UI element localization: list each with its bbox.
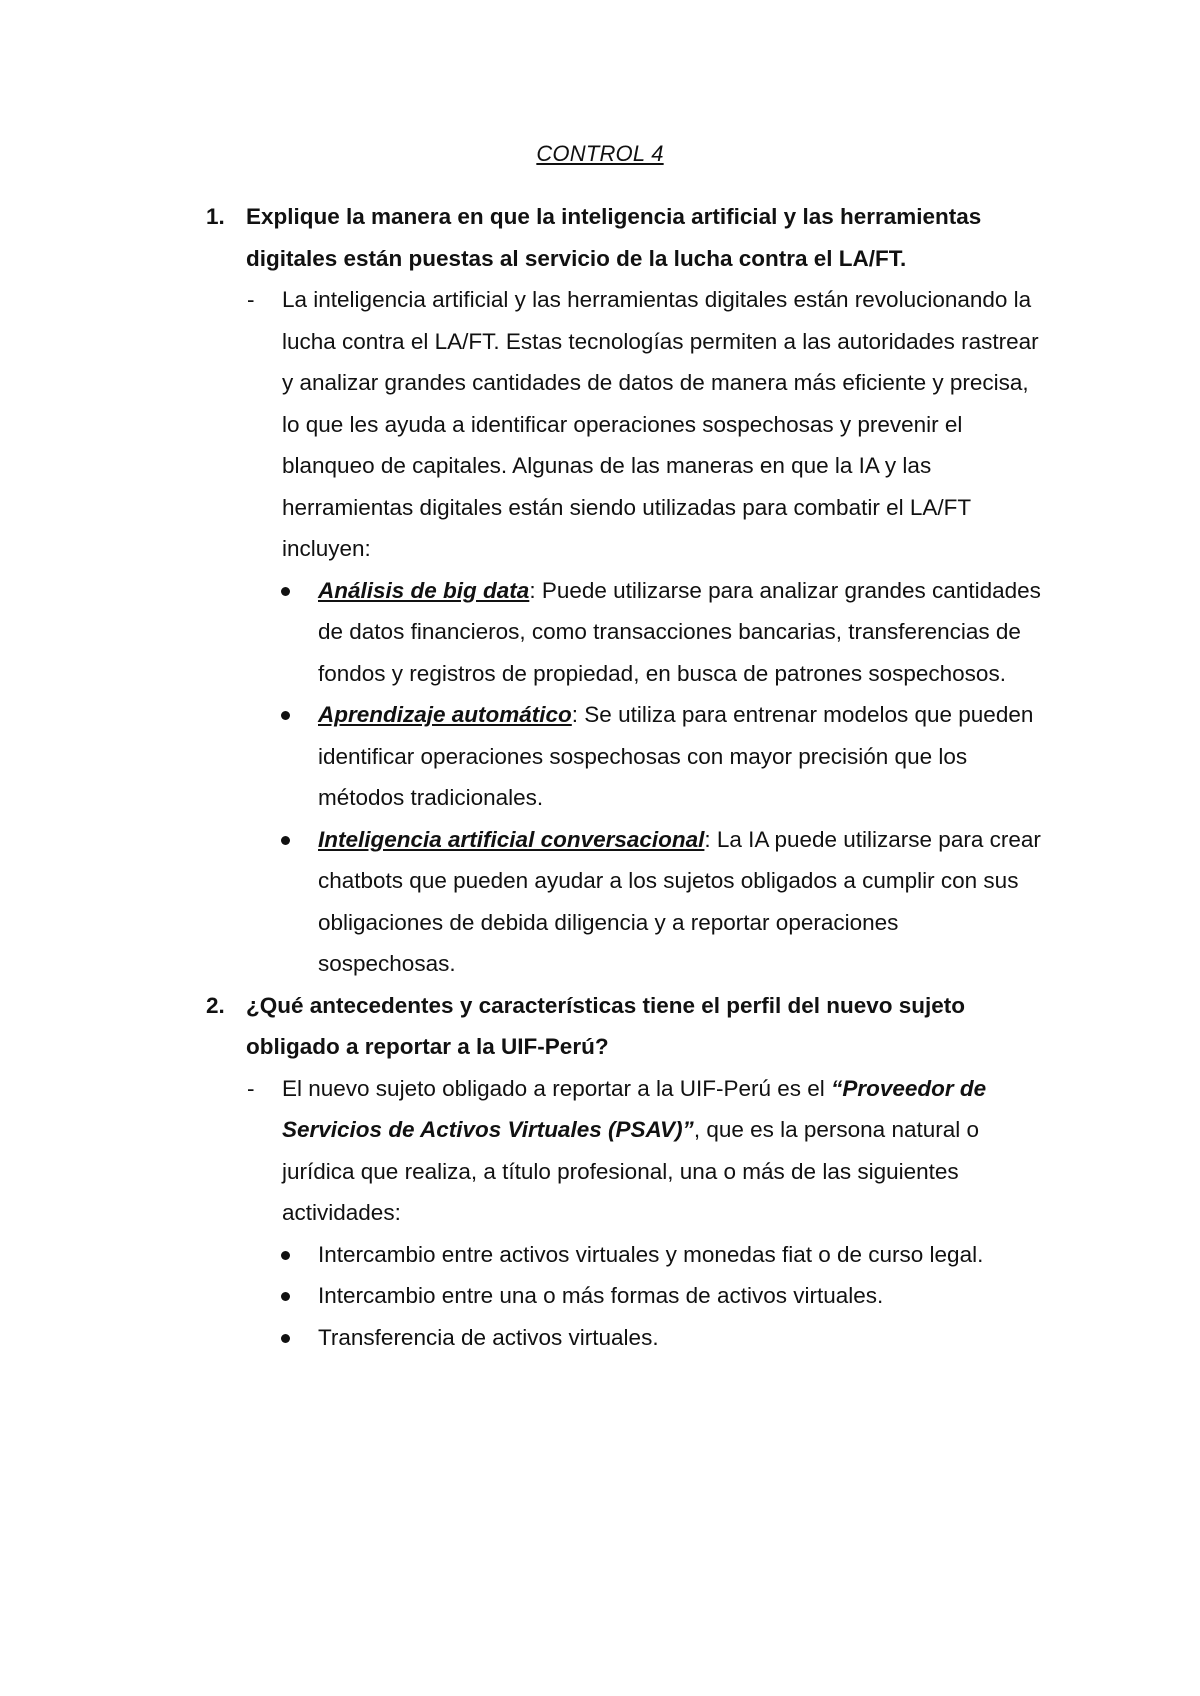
answer-1-item xyxy=(318,570,1042,695)
question-1-text: Explique la manera en que la inteligencia artificial y las herramientas digitales están puestas al servicio de la lucha contra el LA/FT. xyxy=(246,204,982,271)
bullet-icon xyxy=(281,1334,290,1343)
answer-1-item-term: Aprendizaje automático xyxy=(318,702,572,727)
bullet-icon xyxy=(281,836,290,845)
answer-2-item xyxy=(318,1275,1042,1317)
question-1 xyxy=(206,196,1036,279)
answer-1-text: La inteligencia artificial y las herramientas digitales están revolucionando la lucha contra el LA/FT. Estas tecnologías permiten a las autoridades rastrear y analizar grandes cantidades de datos de manera más eficiente y precisa, lo que les ayuda a identificar operaciones sospechosas y prevenir el blanqueo de capitales. Algunas de las maneras en que la IA y las herramientas digitales están siendo utilizadas para combatir el LA/FT incluyen: xyxy=(282,287,1039,561)
answer-1 xyxy=(247,279,1042,570)
answer-1-item xyxy=(318,819,1042,985)
question-2-number: 2. xyxy=(206,992,225,1018)
answer-1-item-text: : La IA puede utilizarse para crear chatbots que pueden ayudar a los sujetos obligados a cumplir con sus obligaciones de debida diligencia y a reportar operaciones sospechosas. xyxy=(318,826,1041,976)
answer-2-item-text: Intercambio entre activos virtuales y monedas fiat o de curso legal. xyxy=(318,1241,984,1267)
document-body xyxy=(0,196,1200,1358)
answer-1-dash: - xyxy=(247,287,255,312)
answer-2 xyxy=(247,1068,1042,1234)
answer-2-text-post: , que es la persona natural o jurídica que realiza, a título profesional, una o más de las siguientes actividades: xyxy=(282,1117,980,1225)
question-1-number: 1. xyxy=(206,204,225,229)
bullet-icon xyxy=(281,587,290,596)
bullet-icon xyxy=(281,1251,290,1260)
answer-1-item xyxy=(318,694,1042,819)
document-title: CONTROL 4 xyxy=(536,141,664,166)
answer-2-psav-term: “Proveedor de Servicios de Activos Virtuales (PSAV)” xyxy=(282,1075,987,1142)
question-2 xyxy=(206,985,1036,1068)
answer-2-item-text: Intercambio entre una o más formas de activos virtuales. xyxy=(318,1283,884,1308)
answer-2-item-text: Transferencia de activos virtuales. xyxy=(318,1324,659,1350)
bullet-icon xyxy=(281,711,290,720)
answer-1-item-text: : Se utiliza para entrenar modelos que pueden identificar operaciones sospechosas con mayor precisión que los métodos tradicionales. xyxy=(318,702,1034,810)
answer-2-item xyxy=(318,1234,1042,1276)
answer-2-dash: - xyxy=(247,1075,255,1101)
question-2-text: ¿Qué antecedentes y características tiene el perfil del nuevo sujeto obligado a reportar a la UIF-Perú? xyxy=(246,992,966,1059)
answer-2-text-pre: El nuevo sujeto obligado a reportar a la UIF-Perú es el xyxy=(282,1075,832,1101)
answer-1-item-text: : Puede utilizarse para analizar grandes cantidades de datos financieros, como transacciones bancarias, transferencias de fondos y registros de propiedad, en busca de patrones sospechosos. xyxy=(318,577,1041,686)
bullet-icon xyxy=(281,1292,290,1301)
answer-2-item xyxy=(318,1317,1042,1359)
answer-1-item-term: Análisis de big data xyxy=(318,577,530,603)
answer-1-item-term: Inteligencia artificial conversacional xyxy=(318,826,705,852)
